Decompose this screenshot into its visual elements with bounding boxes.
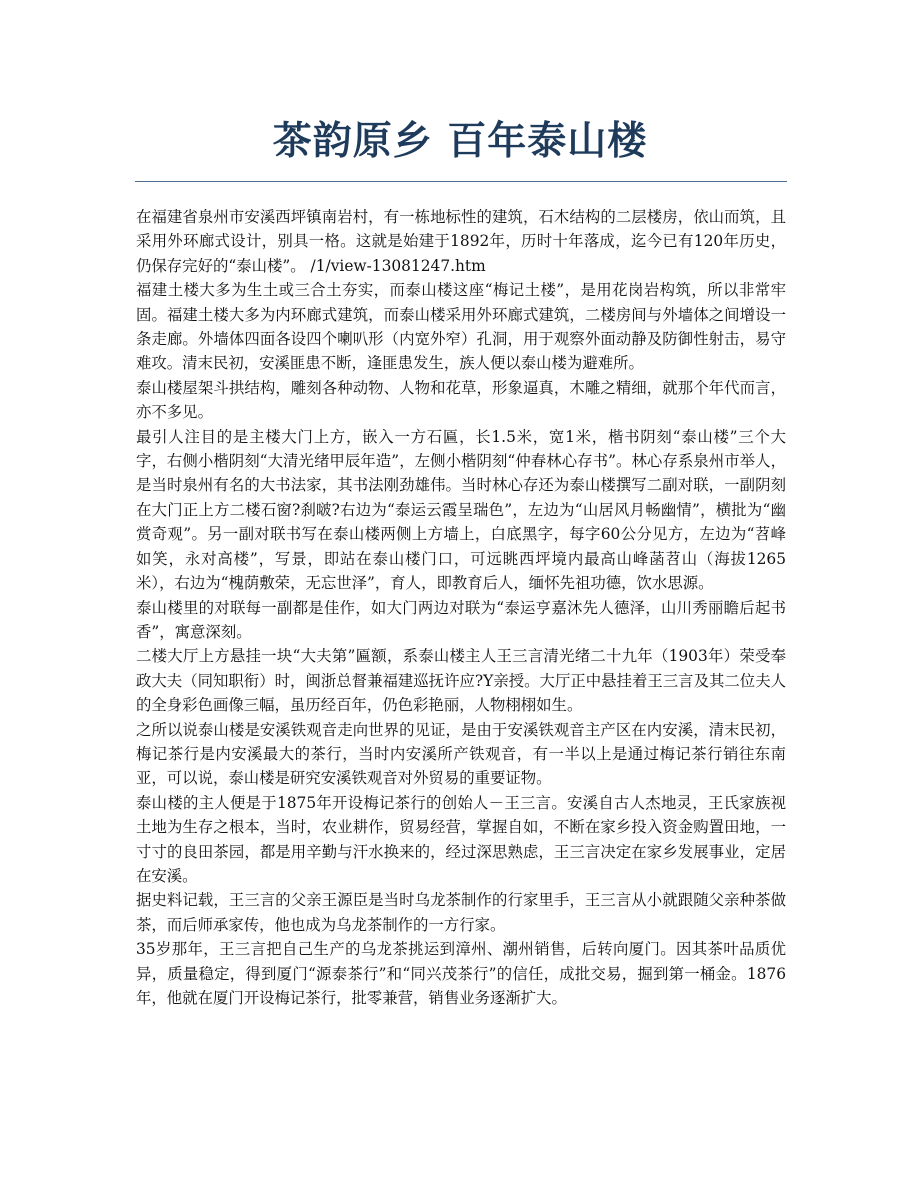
- paragraph: 最引人注目的是主楼大门上方，嵌入一方石匾，长1.5米，宽1米，楷书阴刻“泰山楼”三个大字，右侧小楷阴刻“大清光绪甲辰年造”，左侧小楷阴刻“仲春林心存书”。林心存系泉州市举人，是当时泉州有名的大书法家，其书法刚劲雄伟。当时林心存还为泰山楼撰写二副对联，一副阴刻在大门正上方二楼石窗?刹啵?右边为“泰运云霞呈瑞色”，左边为“山居风月畅幽情”，横批为“幽赏奇观”。另一副对联书写在泰山楼两侧上方墙上，白底黑字，每字60公分见方，左边为“苕峰如笑，永对高楼”，写景，即站在泰山楼门口，可远眺西坪境内最高山峰菡苕山（海拔1265米），右边为“槐荫敷荣，无忘世泽”，育人，即教育后人，缅怀先祖功德，饮水思源。: [136, 427, 786, 593]
- paragraph: 泰山楼屋架斗拱结构，雕刻各种动物、人物和花草，形象逼真，木雕之精细，就那个年代而言，亦不多见。: [136, 378, 786, 422]
- paragraph: 福建土楼大多为生土或三合土夯实，而泰山楼这座“梅记土楼”，是用花岗岩构筑，所以非常牢固。福建土楼大多为内环廊式建筑，而泰山楼采用外环廊式建筑，二楼房间与外墙体之间增设一条走廊。外墙体四面各设四个喇叭形（内宽外窄）孔洞，用于观察外面动静及防御性射击，易守难攻。清末民初，安溪匪患不断，逢匪患发生，族人便以泰山楼为避难所。: [136, 281, 786, 373]
- paragraph: 泰山楼的主人便是于1875年开设梅记茶行的创始人－王三言。安溪自古人杰地灵，王氏家族视土地为生存之根本，当时，农业耕作，贸易经营，掌握自如，不断在家乡投入资金购置田地，一寸寸的良田茶园，都是用辛勤与汗水换来的，经过深思熟虑，王三言决定在家乡发展事业，定居在安溪。: [136, 793, 786, 885]
- paragraph: 二楼大厅上方悬挂一块“大夫第”匾额，系泰山楼主人王三言清光绪二十九年（1903年）荣受奉政大夫（同知职衔）时，闽浙总督兼福建巡抚许应?Y亲授。大厅正中悬挂着王三言及其二位夫人的全身彩色画像三幅，虽历经百年，仍色彩艳丽，人物栩栩如生。: [136, 647, 786, 715]
- paragraph: 泰山楼里的对联每一副都是佳作，如大门两边对联为“泰运亨嘉沐先人德泽，山川秀丽瞻后起书香”，寓意深刻。: [136, 598, 786, 641]
- title-divider: [135, 181, 787, 182]
- document-title: 茶韵原乡 百年泰山楼: [272, 119, 648, 164]
- paragraph: 据史料记载，王三言的父亲王源臣是当时乌龙茶制作的行家里手，王三言从小就跟随父亲种茶做茶，而后师承家传，他也成为乌龙茶制作的一方行家。: [136, 891, 786, 934]
- paragraph: 之所以说泰山楼是安溪铁观音走向世界的见证，是由于安溪铁观音主产区在内安溪，清末民初，梅记茶行是内安溪最大的茶行，当时内安溪所产铁观音，有一半以上是通过梅记茶行销往东南亚，可以说，泰山楼是研究安溪铁观音对外贸易的重要证物。: [136, 720, 786, 788]
- paragraph: 在福建省泉州市安溪西坪镇南岩村，有一栋地标性的建筑，石木结构的二层楼房，依山而筑，且采用外环廊式设计，别具一格。这就是始建于1892年，历时十年落成，迄今已有120年历史，仍保存完好的“泰山楼”。 /1/view-13081247.htm: [136, 208, 786, 275]
- paragraph: 35岁那年，王三言把自己生产的乌龙茶挑运到漳州、潮州销售，后转向厦门。因其茶叶品质优异，质量稳定，得到厦门“源泰茶行”和“同兴茂茶行”的信任，成批交易，掘到第一桶金。1876年，他就在厦门开设梅记茶行，批零兼营，销售业务逐渐扩大。: [136, 940, 786, 1007]
- document-body: [136, 205, 786, 1010]
